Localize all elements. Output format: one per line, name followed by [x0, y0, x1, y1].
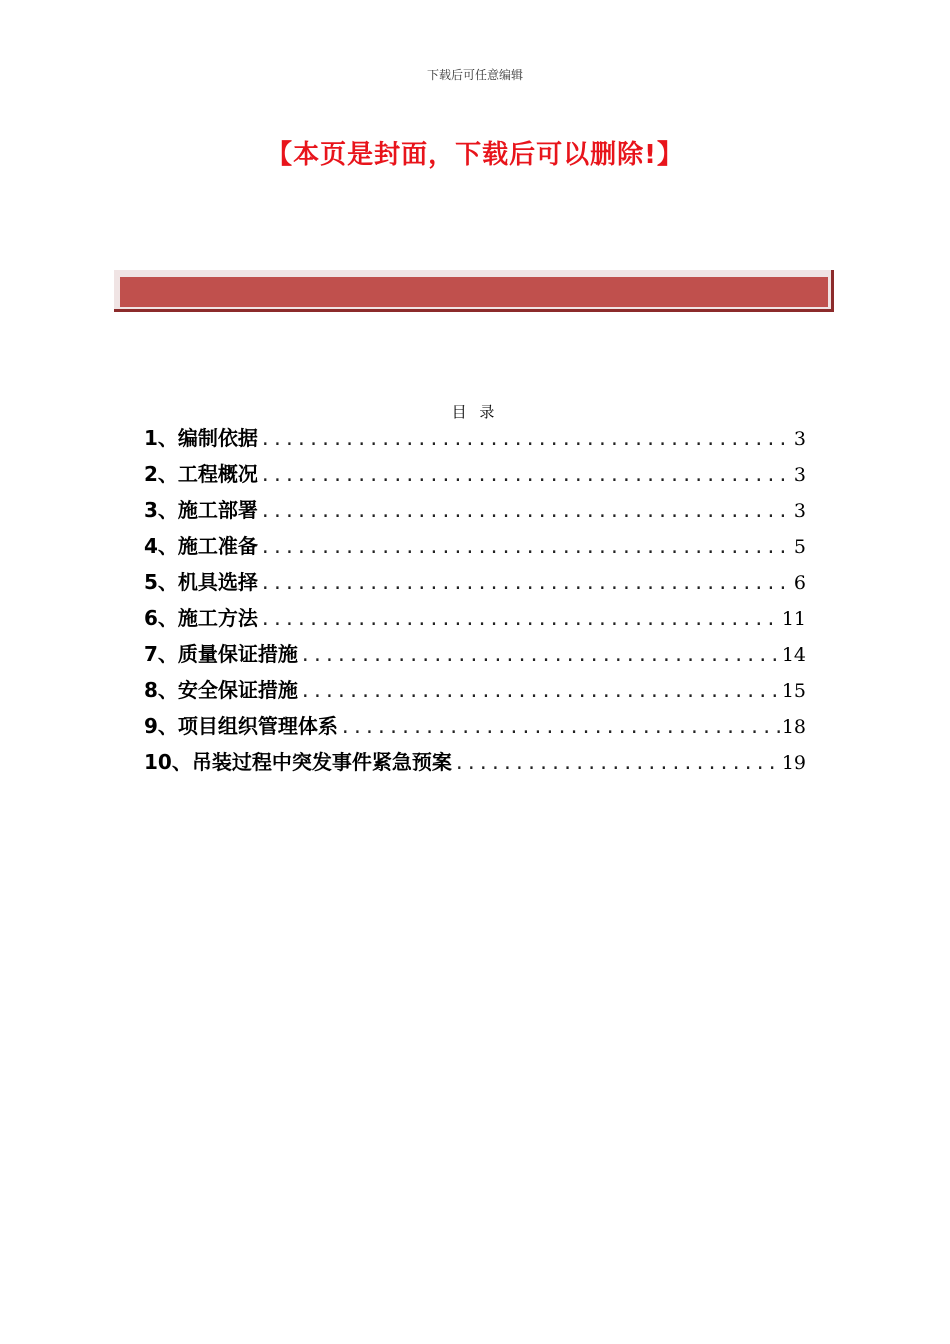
toc-leader-dots [454, 746, 780, 782]
toc-entry-page: 14 [781, 644, 806, 666]
toc-entry[interactable] [144, 564, 806, 600]
toc-leader-dots [300, 638, 780, 674]
toc-entry-label: 9、项目组织管理体系 [144, 714, 338, 738]
toc-entry-label: 8、安全保证措施 [144, 678, 298, 702]
toc-leader-dots [260, 566, 792, 602]
toc-entry-label: 2、工程概况 [144, 462, 258, 486]
toc-entry-page: 11 [781, 608, 806, 630]
toc-entry-label: 4、施工准备 [144, 534, 258, 558]
toc-leader-dots [260, 602, 780, 638]
toc-entry-page: 3 [793, 428, 806, 450]
toc-entry-page: 5 [793, 536, 806, 558]
table-of-contents [144, 420, 806, 780]
toc-entry[interactable] [144, 708, 806, 744]
toc-leader-dots [260, 458, 792, 494]
toc-leader-dots [340, 710, 780, 746]
toc-entry-page: 15 [781, 680, 806, 702]
toc-entry-page: 6 [793, 572, 806, 594]
toc-entry-label: 3、施工部署 [144, 498, 258, 522]
page-header-note: 下载后可任意编辑 [426, 68, 523, 82]
toc-entry-page: 19 [781, 752, 806, 774]
toc-entry-label: 5、机具选择 [144, 570, 258, 594]
toc-entry[interactable] [144, 636, 806, 672]
toc-entry-label: 10、吊装过程中突发事件紧急预案 [144, 750, 452, 774]
toc-entry-page: 3 [793, 464, 806, 486]
toc-entry-label: 6、施工方法 [144, 606, 258, 630]
toc-entry[interactable] [144, 492, 806, 528]
toc-entry-page: 18 [781, 716, 806, 738]
toc-entry-page: 3 [793, 500, 806, 522]
banner-bar [120, 277, 828, 307]
toc-entry[interactable] [144, 420, 806, 456]
toc-leader-dots [260, 530, 792, 566]
toc-entry-label: 7、质量保证措施 [144, 642, 298, 666]
toc-entry[interactable] [144, 528, 806, 564]
toc-entry[interactable] [144, 600, 806, 636]
toc-entry[interactable] [144, 744, 806, 780]
toc-entry[interactable] [144, 672, 806, 708]
toc-entry[interactable] [144, 456, 806, 492]
toc-leader-dots [260, 422, 792, 458]
toc-leader-dots [260, 494, 792, 530]
toc-leader-dots [300, 674, 780, 710]
toc-entry-label: 1、编制依据 [144, 426, 258, 450]
toc-title: 目 录 [451, 403, 499, 421]
cover-notice: 【本页是封面，下载后可以删除!】 [266, 140, 684, 170]
